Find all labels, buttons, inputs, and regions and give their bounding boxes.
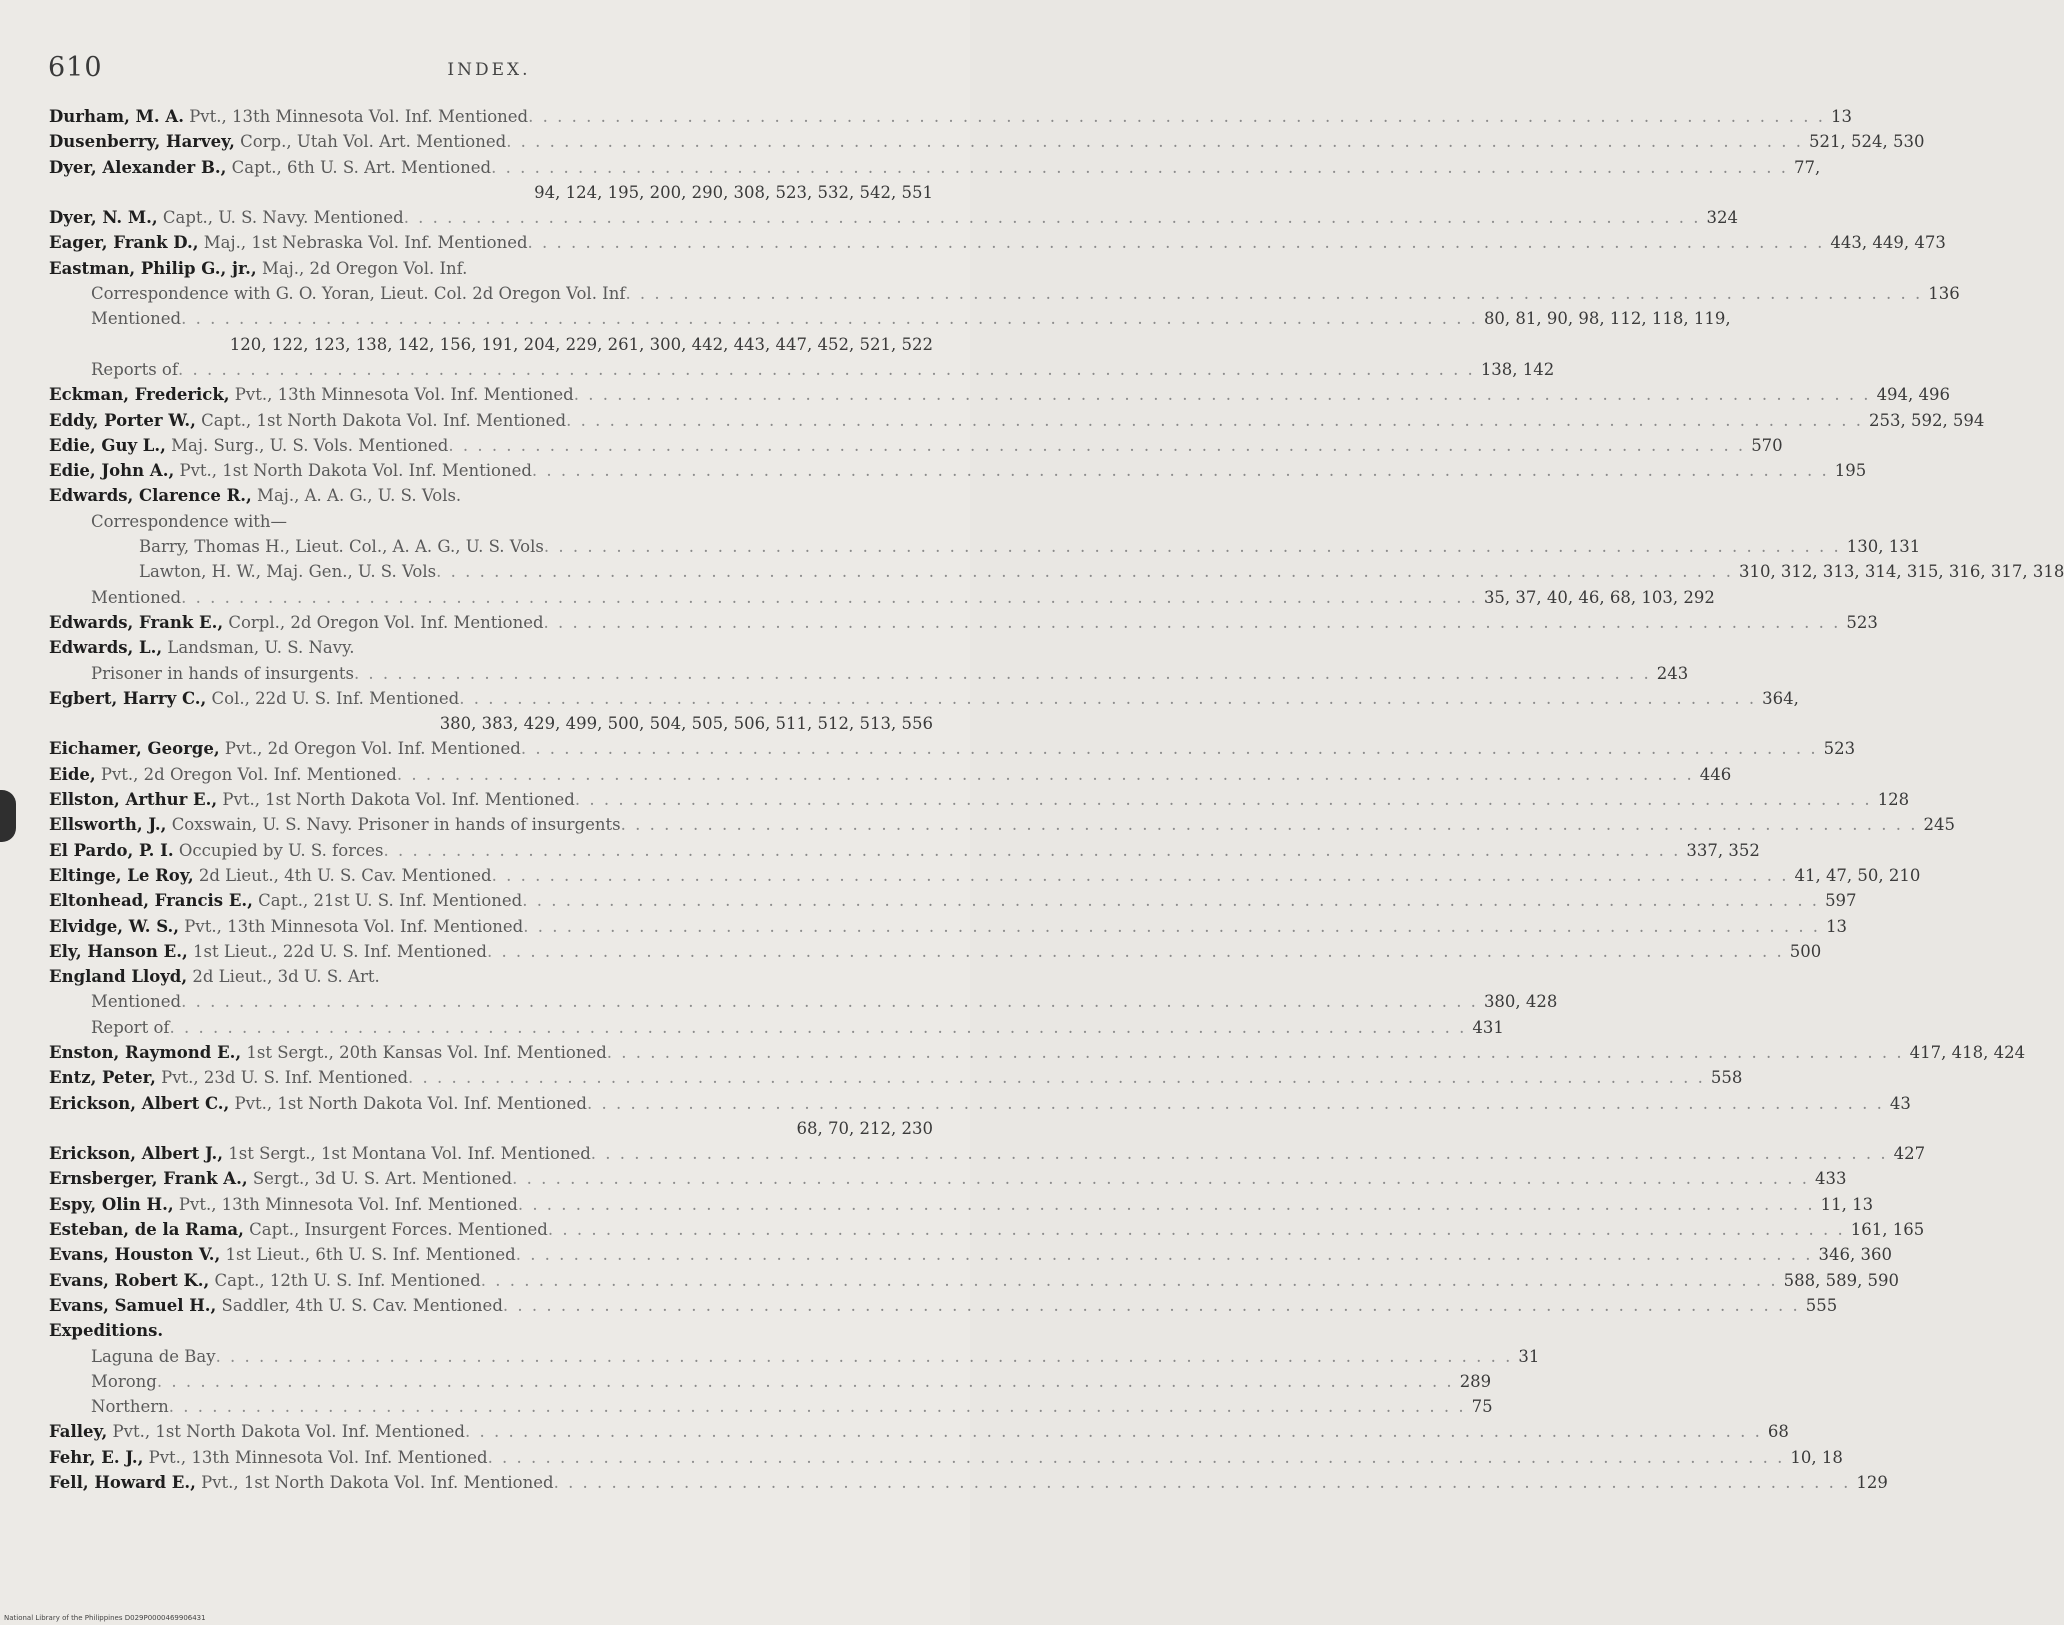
page-references: 346, 360 (1818, 1245, 1893, 1265)
entry-text (91, 1394, 169, 1419)
entry-name: Dyer, Alexander B., (49, 157, 227, 177)
entry-text (49, 408, 566, 433)
page-references: 13 (1826, 916, 1848, 936)
page-references: 10, 18 (1790, 1447, 1843, 1467)
index-entry (49, 155, 1821, 180)
entry-description: Maj. Surg., U. S. Vols. Mentioned (171, 435, 449, 455)
subentry-label: Morong (91, 1371, 157, 1391)
entry-text (49, 635, 354, 660)
entry-description: Capt., Insurgent Forces. Mentioned (249, 1220, 548, 1240)
index-entry-continuation (49, 332, 933, 357)
subentry-label: Mentioned (91, 309, 182, 329)
index-entry (49, 1217, 1925, 1242)
dot-leader: . . . . . . . . . . . . . . . . . . . . . . . . . . . . . . . . . . . . . . . . . . . . . . . . . . . . . . . . . . . . . . . . . . . . . . . . . . . . . . . . . . . . . . . . . . (531, 461, 1829, 481)
entry-name: Entz, Peter, (49, 1068, 156, 1088)
index-entry (49, 635, 933, 660)
page-references: 253, 592, 594 (1868, 410, 1985, 430)
entry-name: Eastman, Philip G., jr., (49, 258, 257, 278)
dot-leader: . . . . . . . . . . . . . . . . . . . . . . . . . . . . . . . . . . . . . . . . . . . . . . . . . . . . . . . . . . . . . . . . . . . . . . . . . . . . . . . . . . . . . . . . . . (465, 1422, 1762, 1442)
dot-leader: . . . . . . . . . . . . . . . . . . . . . . . . . . . . . . . . . . . . . . . . . . . . . . . . . . . . . . . . . . . . . . . . . . . . . . . . . . . . . . . . . . . . . . . . . . (547, 1220, 1845, 1240)
index-entry (49, 230, 1946, 255)
entry-description: Capt., 12th U. S. Inf. Mentioned (214, 1270, 481, 1290)
entry-description: 2d Lieut., 3d U. S. Art. (192, 967, 380, 987)
entry-text (49, 787, 575, 812)
index-entry (49, 838, 1760, 863)
dot-leader: . . . . . . . . . . . . . . . . . . . . . . . . . . . . . . . . . . . . . . . . . . . . . . . . . . . . . . . . . . . . . . . . . . . . . . . . . . . . . . . . . . . . . . . . . . (480, 1270, 1778, 1290)
page-references: 494, 496 (1876, 385, 1951, 405)
index-subentry (49, 585, 1715, 610)
index-entry (49, 1268, 1900, 1293)
entry-name: Dyer, N. M., (49, 208, 158, 228)
page-references: 523 (1846, 612, 1878, 632)
entry-name: Eager, Frank D., (49, 233, 199, 253)
entry-name: Ellsworth, J., (49, 815, 167, 835)
dot-leader: . . . . . . . . . . . . . . . . . . . . . . . . . . . . . . . . . . . . . . . . . . . . . . . . . . . . . . . . . . . . . . . . . . . . . . . . . . . . . . . . . . . . . . . . . . (543, 537, 1841, 557)
entry-description: 2d Lieut., 4th U. S. Cav. Mentioned (198, 865, 492, 885)
dot-leader: . . . . . . . . . . . . . . . . . . . . . . . . . . . . . . . . . . . . . . . . . . . . . . . . . . . . . . . . . . . . . . . . . . . . . . . . . . . . . . . . . . . . . . . . . . (491, 157, 1788, 177)
entry-text (49, 736, 521, 761)
entry-text (91, 357, 178, 382)
subentry-label: Prisoner in hands of insurgents (91, 663, 354, 683)
entry-text (49, 964, 380, 989)
subentry-label: Barry, Thomas H., Lieut. Col., A. A. G., U. S. Vols (139, 537, 544, 557)
index-entry (49, 736, 1856, 761)
entry-text (49, 686, 459, 711)
page-references: 427 (1893, 1144, 1926, 1164)
entry-description: Pvt., 23d U. S. Inf. Mentioned (161, 1068, 409, 1088)
dot-leader: . . . . . . . . . . . . . . . . . . . . . . . . . . . . . . . . . . . . . . . . . . . . . . . . . . . . . . . . . . . . . . . . . . . . . . . . . . . . . . . . . . . . . . . . . . (448, 435, 1746, 455)
entry-description: Maj., A. A. G., U. S. Vols. (257, 486, 462, 506)
index-subentry (49, 509, 933, 534)
page-number: 610 (48, 52, 103, 83)
dot-leader: . . . . . . . . . . . . . . . . . . . . . . . . . . . . . . . . . . . . . . . . . . . . . . . . . . . . . . . . . . . . . . . . . . . . . . . . . . . . . . . . . . . . . . . . . . (491, 865, 1789, 885)
dot-leader: . . . . . . . . . . . . . . . . . . . . . . . . . . . . . . . . . . . . . . . . . . . . . . . . . . . . . . . . . . . . . . . . . . . . . . . . . . . . . . . . . . . . . . . . . . (459, 688, 1757, 708)
entry-description: Capt., U. S. Navy. Mentioned (162, 208, 404, 228)
entry-description: Col., 22d U. S. Inf. Mentioned (211, 688, 460, 708)
index-entry (49, 1166, 1847, 1191)
entry-description: Capt., 1st North Dakota Vol. Inf. Mentioned (201, 410, 567, 430)
entry-name: Eide, (49, 764, 96, 784)
entry-text (139, 534, 544, 559)
entry-name: Expeditions. (49, 1321, 164, 1341)
entry-text (49, 1318, 163, 1343)
page-references: 161, 165 (1850, 1220, 1925, 1240)
dot-leader: . . . . . . . . . . . . . . . . . . . . . . . . . . . . . . . . . . . . . . . . . . . . . . . . . . . . . . . . . . . . . . . . . . . . . . . . . . . . . . . . . . . . . . . . . . (396, 764, 1694, 784)
page-references: 597 (1825, 891, 1857, 911)
page-references: 13 (1830, 107, 1852, 126)
dot-leader: . . . . . . . . . . . . . . . . . . . . . . . . . . . . . . . . . . . . . . . . . . . . . . . . . . . . . . . . . . . . . . . . . . . . . . . . . . . . . . . . . . . . . . . . . . (517, 1194, 1815, 1214)
index-entry (49, 104, 1852, 129)
page-references: 43 (1889, 1093, 1911, 1113)
page-references: 570 (1751, 435, 1783, 455)
subentry-label: Mentioned (91, 587, 182, 607)
entry-description: Sergt., 3d U. S. Art. Mentioned (252, 1169, 513, 1189)
entry-text (49, 1040, 607, 1065)
dot-leader: . . . . . . . . . . . . . . . . . . . . . . . . . . . . . . . . . . . . . . . . . . . . . . . . . . . . . . . . . . . . . . . . . . . . . . . . . . . . . . . . . . . . . . . . . . (606, 1042, 1904, 1062)
entry-text (49, 1419, 465, 1444)
index-subentry (49, 1369, 1492, 1394)
entry-name: Eltonhead, Francis E., (49, 891, 253, 911)
entry-text (49, 762, 397, 787)
page-references: 446 (1699, 764, 1732, 784)
entry-name: Egbert, Harry C., (49, 688, 207, 708)
entry-text (49, 939, 487, 964)
index-subentry (49, 559, 2064, 584)
page-references: 380, 428 (1483, 992, 1558, 1012)
page-references: 289 (1459, 1371, 1492, 1391)
entry-description: Saddler, 4th U. S. Cav. Mentioned (221, 1295, 503, 1315)
entry-name: Evans, Samuel H., (49, 1295, 217, 1315)
entry-text (49, 433, 448, 458)
index-subentry (49, 281, 1960, 306)
entry-text (49, 914, 523, 939)
subentry-label: Report of (91, 1017, 170, 1037)
entry-text (49, 458, 532, 483)
index-entry (49, 1445, 1843, 1470)
entry-text (91, 509, 287, 534)
entry-name: Fehr, E. J., (49, 1447, 144, 1467)
entry-description: 1st Sergt., 1st Montana Vol. Inf. Mentioned (228, 1144, 591, 1164)
entry-text (91, 1344, 216, 1369)
entry-name: Eddy, Porter W., (49, 410, 196, 430)
index-entry (49, 1419, 1789, 1444)
page-references: 521, 524, 530 (1809, 132, 1925, 152)
dot-leader: . . . . . . . . . . . . . . . . . . . . . . . . . . . . . . . . . . . . . . . . . . . . . . . . . . . . . . . . . . . . . . . . . . . . . . . . . . . . . . . . . . . . . . . . . . (177, 359, 1475, 379)
entry-text (49, 1268, 481, 1293)
entry-text (49, 483, 461, 508)
page-references: 75 (1471, 1397, 1493, 1417)
index-entry (49, 686, 1799, 711)
entry-text (139, 559, 436, 584)
dot-leader: . . . . . . . . . . . . . . . . . . . . . . . . . . . . . . . . . . . . . . . . . . . . . . . . . . . . . . . . . . . . . . . . . . . . . . . . . . . . . . . . . . . . . . . . . . (168, 1397, 1466, 1417)
entry-text (49, 888, 522, 913)
dot-leader: . . . . . . . . . . . . . . . . . . . . . . . . . . . . . . . . . . . . . . . . . . . . . . . . . . . . . . . . . . . . . . . . . . . . . . . . . . . . . . . . . . . . . . . . . . (487, 1447, 1785, 1467)
index-entry (49, 1318, 933, 1343)
index-entry (49, 433, 1783, 458)
entry-name: Evans, Robert K., (49, 1270, 210, 1290)
dot-leader: . . . . . . . . . . . . . . . . . . . . . . . . . . . . . . . . . . . . . . . . . . . . . . . . . . . . . . . . . . . . . . . . . . . . . . . . . . . . . . . . . . . . . . . . . . (215, 1346, 1513, 1366)
entry-text (49, 1445, 488, 1470)
index-entry-continuation (49, 1116, 933, 1141)
entry-name: Enston, Raymond E., (49, 1042, 242, 1062)
entry-text (49, 256, 467, 281)
entry-text (49, 1166, 512, 1191)
entry-name: Ernsberger, Frank A., (49, 1169, 248, 1189)
dot-leader: . . . . . . . . . . . . . . . . . . . . . . . . . . . . . . . . . . . . . . . . . . . . . . . . . . . . . . . . . . . . . . . . . . . . . . . . . . . . . . . . . . . . . . . . . . (403, 208, 1701, 228)
entry-description: Pvt., 1st North Dakota Vol. Inf. Mentioned (112, 1422, 465, 1442)
index-subentry (49, 661, 1689, 686)
dot-leader: . . . . . . . . . . . . . . . . . . . . . . . . . . . . . . . . . . . . . . . . . . . . . . . . . . . . . . . . . . . . . . . . . . . . . . . . . . . . . . . . . . . . . . . . . . (527, 233, 1825, 253)
dot-leader: . . . . . . . . . . . . . . . . . . . . . . . . . . . . . . . . . . . . . . . . . . . . . . . . . . . . . . . . . . . . . . . . . . . . . . . . . . . . . . . . . . . . . . . . . . (486, 941, 1784, 961)
dot-leader: . . . . . . . . . . . . . . . . . . . . . . . . . . . . . . . . . . . . . . . . . . . . . . . . . . . . . . . . . . . . . . . . . . . . . . . . . . . . . . . . . . . . . . . . . . (502, 1295, 1800, 1315)
dot-leader: . . . . . . . . . . . . . . . . . . . . . . . . . . . . . . . . . . . . . . . . . . . . . . . . . . . . . . . . . . . . . . . . . . . . . . . . . . . . . . . . . . . . . . . . . . (587, 1093, 1884, 1113)
entry-text (49, 1293, 503, 1318)
entry-description: Capt., 6th U. S. Art. Mentioned (231, 157, 492, 177)
index-entry (49, 1242, 1893, 1267)
dot-leader: . . . . . . . . . . . . . . . . . . . . . . . . . . . . . . . . . . . . . . . . . . . . . . . . . . . . . . . . . . . . . . . . . . . . . . . . . . . . . . . . . . . . . . . . . . (543, 612, 1841, 632)
page-references: 243 (1656, 663, 1689, 683)
entry-description: Landsman, U. S. Navy. (167, 638, 355, 658)
index-subentry (49, 534, 1921, 559)
subentry-label: Reports of (91, 359, 178, 379)
entry-name: Erickson, Albert J., (49, 1144, 223, 1164)
entry-text (91, 585, 181, 610)
dot-leader: . . . . . . . . . . . . . . . . . . . . . . . . . . . . . . . . . . . . . . . . . . . . . . . . . . . . . . . . . . . . . . . . . . . . . . . . . . . . . . . . . . . . . . . . . . (625, 284, 1923, 304)
entry-name: Eckman, Frederick, (49, 385, 230, 405)
index-entry (49, 1192, 1874, 1217)
entry-description: Pvt., 13th Minnesota Vol. Inf. Mentioned (178, 1194, 518, 1214)
entry-name: Dusenberry, Harvey, (49, 132, 235, 152)
dot-leader: . . . . . . . . . . . . . . . . . . . . . . . . . . . . . . . . . . . . . . . . . . . . . . . . . . . . . . . . . . . . . . . . . . . . . . . . . . . . . . . . . . . . . . . . . . (574, 790, 1872, 810)
index-entry (49, 964, 933, 989)
index-entry (49, 1040, 2026, 1065)
entry-description: Occupied by U. S. forces (178, 840, 384, 860)
index-subentry (49, 1015, 1504, 1040)
dot-leader: . . . . . . . . . . . . . . . . . . . . . . . . . . . . . . . . . . . . . . . . . . . . . . . . . . . . . . . . . . . . . . . . . . . . . . . . . . . . . . . . . . . . . . . . . . (573, 385, 1871, 405)
dot-leader: . . . . . . . . . . . . . . . . . . . . . . . . . . . . . . . . . . . . . . . . . . . . . . . . . . . . . . . . . . . . . . . . . . . . . . . . . . . . . . . . . . . . . . . . . . (520, 739, 1818, 759)
entry-text (91, 989, 181, 1014)
entry-name: Ellston, Arthur E., (49, 790, 218, 810)
index-entry (49, 256, 933, 281)
dot-leader: . . . . . . . . . . . . . . . . . . . . . . . . . . . . . . . . . . . . . . . . . . . . . . . . . . . . . . . . . . . . . . . . . . . . . . . . . . . . . . . . . . . . . . . . . . (522, 891, 1820, 911)
entry-text (91, 1015, 170, 1040)
page-references: 337, 352 (1686, 840, 1760, 860)
page-references: 588, 589, 590 (1783, 1270, 1900, 1290)
entry-name: Edie, John A., (49, 461, 175, 481)
index-subentry (49, 989, 1558, 1014)
index-entry (49, 1470, 1888, 1495)
index-entry (49, 1065, 1743, 1090)
entry-description: Pvt., 2d Oregon Vol. Inf. Mentioned (100, 764, 397, 784)
entry-description: Corp., Utah Vol. Art. Mentioned (240, 132, 507, 152)
index-entry (49, 939, 1822, 964)
entry-description: Pvt., 2d Oregon Vol. Inf. Mentioned (224, 739, 521, 759)
subentry-label: Correspondence with G. O. Yoran, Lieut. Col. 2d Oregon Vol. Inf (91, 284, 626, 304)
dot-leader: . . . . . . . . . . . . . . . . . . . . . . . . . . . . . . . . . . . . . . . . . . . . . . . . . . . . . . . . . . . . . . . . . . . . . . . . . . . . . . . . . . . . . . . . . . (515, 1245, 1813, 1265)
scan-thumb-artifact (0, 790, 16, 842)
entry-name: Edwards, L., (49, 638, 163, 658)
index-entry-continuation (49, 180, 933, 205)
subentry-label: Northern (91, 1397, 169, 1417)
page-references: 558 (1710, 1068, 1743, 1088)
entry-name: Erickson, Albert C., (49, 1093, 230, 1113)
index-entry (49, 458, 1867, 483)
entry-name: England Lloyd, (49, 967, 188, 987)
entry-text (49, 610, 544, 635)
entry-name: Ely, Hanson E., (49, 941, 188, 961)
entry-text (49, 1242, 516, 1267)
entry-description: Pvt., 13th Minnesota Vol. Inf. Mentioned (148, 1447, 488, 1467)
entry-text (91, 1369, 157, 1394)
entry-text (49, 129, 506, 154)
page-references: 136 (1928, 284, 1960, 304)
page-references: 11, 13 (1820, 1194, 1874, 1214)
index-subentry (49, 1394, 1493, 1419)
dot-leader: . . . . . . . . . . . . . . . . . . . . . . . . . . . . . . . . . . . . . . . . . . . . . . . . . . . . . . . . . . . . . . . . . . . . . . . . . . . . . . . . . . . . . . . . . . (181, 992, 1478, 1012)
page-references: 80, 81, 90, 98, 112, 118, 119, (1483, 309, 1731, 329)
index-entries (49, 104, 2064, 1495)
page-references: 431 (1472, 1017, 1504, 1037)
entry-name: Fell, Howard E., (49, 1473, 196, 1493)
entry-text (49, 1065, 408, 1090)
dot-leader: . . . . . . . . . . . . . . . . . . . . . . . . . . . . . . . . . . . . . . . . . . . . . . . . . . . . . . . . . . . . . . . . . . . . . . . . . . . . . . . . . . . . . . . . . . (408, 1068, 1705, 1088)
dot-leader: . . . . . . . . . . . . . . . . . . . . . . . . . . . . . . . . . . . . . . . . . . . . . . . . . . . . . . . . . . . . . . . . . . . . . . . . . . . . . . . . . . . . . . . . . . (181, 587, 1478, 607)
subentry-label: Mentioned (91, 992, 182, 1012)
index-subentry (49, 306, 1731, 331)
entry-text (91, 281, 625, 306)
entry-name: Esteban, de la Rama, (49, 1220, 244, 1240)
page-references: 364, (1762, 688, 1799, 708)
index-entry (49, 863, 1921, 888)
page-references: 245 (1923, 815, 1955, 835)
page-references: 195 (1834, 461, 1867, 481)
subentry-label: Lawton, H. W., Maj. Gen., U. S. Vols (139, 562, 437, 582)
entry-text (49, 205, 404, 230)
dot-leader: . . . . . . . . . . . . . . . . . . . . . . . . . . . . . . . . . . . . . . . . . . . . . . . . . . . . . . . . . . . . . . . . . . . . . . . . . . . . . . . . . . . . . . . . . . (156, 1371, 1454, 1391)
page-references: 324 (1706, 208, 1739, 228)
page-references: 433 (1814, 1169, 1847, 1189)
entry-name: Evans, Houston V., (49, 1245, 221, 1265)
continued-page-numbers: 68, 70, 212, 230 (796, 1118, 933, 1138)
entry-text (91, 306, 181, 331)
page-title: INDEX. (447, 60, 531, 80)
entry-description: Maj., 1st Nebraska Vol. Inf. Mentioned (203, 233, 528, 253)
dot-leader: . . . . . . . . . . . . . . . . . . . . . . . . . . . . . . . . . . . . . . . . . . . . . . . . . . . . . . . . . . . . . . . . . . . . . . . . . . . . . . . . . . . . . . . . . . (436, 562, 1733, 582)
continued-page-numbers: 94, 124, 195, 200, 290, 308, 523, 532, 542, 551 (534, 182, 933, 202)
entry-text (49, 1470, 554, 1495)
index-entry (49, 812, 1955, 837)
page-references: 500 (1789, 941, 1822, 961)
entry-description: Pvt., 1st North Dakota Vol. Inf. Mentioned (222, 790, 575, 810)
page-references: 417, 418, 424 (1909, 1042, 2026, 1062)
entry-description: 1st Lieut., 22d U. S. Inf. Mentioned (192, 941, 487, 961)
dot-leader: . . . . . . . . . . . . . . . . . . . . . . . . . . . . . . . . . . . . . . . . . . . . . . . . . . . . . . . . . . . . . . . . . . . . . . . . . . . . . . . . . . . . . . . . . . (506, 132, 1804, 152)
index-entry (49, 1293, 1838, 1318)
index-subentry (49, 1344, 1540, 1369)
page-references: 555 (1805, 1295, 1838, 1315)
entry-text (49, 1091, 587, 1116)
subentry-label: Laguna de Bay (91, 1346, 216, 1366)
index-entry (49, 914, 1848, 939)
entry-description: Corpl., 2d Oregon Vol. Inf. Mentioned (228, 612, 544, 632)
index-entry (49, 483, 933, 508)
page-references: 35, 37, 40, 46, 68, 103, 292 (1483, 587, 1715, 607)
entry-description: 1st Sergt., 20th Kansas Vol. Inf. Mentioned (246, 1042, 607, 1062)
dot-leader: . . . . . . . . . . . . . . . . . . . . . . . . . . . . . . . . . . . . . . . . . . . . . . . . . . . . . . . . . . . . . . . . . . . . . . . . . . . . . . . . . . . . . . . . . . (528, 107, 1825, 126)
dot-leader: . . . . . . . . . . . . . . . . . . . . . . . . . . . . . . . . . . . . . . . . . . . . . . . . . . . . . . . . . . . . . . . . . . . . . . . . . . . . . . . . . . . . . . . . . . (590, 1144, 1888, 1164)
dot-leader: . . . . . . . . . . . . . . . . . . . . . . . . . . . . . . . . . . . . . . . . . . . . . . . . . . . . . . . . . . . . . . . . . . . . . . . . . . . . . . . . . . . . . . . . . . (169, 1017, 1467, 1037)
index-entry (49, 129, 1925, 154)
entry-text (49, 863, 492, 888)
entry-name: Durham, M. A. (49, 107, 184, 126)
page-references: 77, (1793, 157, 1821, 177)
page-references: 41, 47, 50, 210 (1794, 865, 1921, 885)
page-references: 129 (1856, 1473, 1888, 1493)
subentry-label: Correspondence with— (91, 511, 288, 531)
page-references: 523 (1823, 739, 1856, 759)
entry-text (49, 1141, 591, 1166)
entry-name: Espy, Olin H., (49, 1194, 174, 1214)
entry-description: Pvt., 1st North Dakota Vol. Inf. Mentioned (201, 1473, 554, 1493)
dot-leader: . . . . . . . . . . . . . . . . . . . . . . . . . . . . . . . . . . . . . . . . . . . . . . . . . . . . . . . . . . . . . . . . . . . . . . . . . . . . . . . . . . . . . . . . . . (181, 309, 1478, 329)
index-entry (49, 787, 1910, 812)
index-entry (49, 610, 1878, 635)
entry-description: Pvt., 13th Minnesota Vol. Inf. Mentioned (184, 916, 524, 936)
entry-description: Maj., 2d Oregon Vol. Inf. (261, 258, 468, 278)
entry-description: Coxswain, U. S. Navy. Prisoner in hands of insurgents (171, 815, 621, 835)
index-entry (49, 382, 1951, 407)
index-entry (49, 1141, 1926, 1166)
entry-text (49, 1217, 548, 1242)
entry-text (49, 382, 574, 407)
dot-leader: . . . . . . . . . . . . . . . . . . . . . . . . . . . . . . . . . . . . . . . . . . . . . . . . . . . . . . . . . . . . . . . . . . . . . . . . . . . . . . . . . . . . . . . . . . (523, 916, 1821, 936)
entry-description: 1st Lieut., 6th U. S. Inf. Mentioned (225, 1245, 516, 1265)
page-references: 68 (1767, 1422, 1789, 1442)
entry-description: Pvt., 13th Minnesota Vol. Inf. Mentioned (234, 385, 574, 405)
entry-description: Pvt., 1st North Dakota Vol. Inf. Mentioned (234, 1093, 587, 1113)
entry-description: Pvt., 1st North Dakota Vol. Inf. Mentioned (179, 461, 532, 481)
entry-name: Eichamer, George, (49, 739, 220, 759)
dot-leader: . . . . . . . . . . . . . . . . . . . . . . . . . . . . . . . . . . . . . . . . . . . . . . . . . . . . . . . . . . . . . . . . . . . . . . . . . . . . . . . . . . . . . . . . . . (553, 1473, 1851, 1493)
index-entry (49, 408, 1985, 433)
index-entry (49, 1091, 1911, 1116)
page-references: 130, 131 (1846, 537, 1921, 557)
index-entry (49, 888, 1857, 913)
dot-leader: . . . . . . . . . . . . . . . . . . . . . . . . . . . . . . . . . . . . . . . . . . . . . . . . . . . . . . . . . . . . . . . . . . . . . . . . . . . . . . . . . . . . . . . . . . (620, 815, 1918, 835)
entry-name: Edie, Guy L., (49, 435, 166, 455)
entry-name: Elvidge, W. S., (49, 916, 180, 936)
entry-text (49, 155, 491, 180)
entry-text (49, 838, 384, 863)
continued-page-numbers: 380, 383, 429, 499, 500, 504, 505, 506, 511, 512, 513, 556 (439, 714, 933, 734)
page-references: 443, 449, 473 (1830, 233, 1946, 253)
entry-text (49, 1192, 518, 1217)
page-references: 138, 142 (1480, 359, 1555, 379)
entry-name: Eltinge, Le Roy, (49, 865, 194, 885)
dot-leader: . . . . . . . . . . . . . . . . . . . . . . . . . . . . . . . . . . . . . . . . . . . . . . . . . . . . . . . . . . . . . . . . . . . . . . . . . . . . . . . . . . . . . . . . . . (353, 663, 1651, 683)
page-header (48, 52, 930, 86)
dot-leader: . . . . . . . . . . . . . . . . . . . . . . . . . . . . . . . . . . . . . . . . . . . . . . . . . . . . . . . . . . . . . . . . . . . . . . . . . . . . . . . . . . . . . . . . . . (383, 840, 1681, 860)
index-subentry (49, 357, 1555, 382)
page-references: 310, 312, 313, 314, 315, 316, 317, 318 (1738, 562, 2064, 582)
page-references: 31 (1518, 1346, 1540, 1366)
entry-name: Falley, (49, 1422, 108, 1442)
dot-leader: . . . . . . . . . . . . . . . . . . . . . . . . . . . . . . . . . . . . . . . . . . . . . . . . . . . . . . . . . . . . . . . . . . . . . . . . . . . . . . . . . . . . . . . . . . (566, 410, 1863, 430)
index-entry (49, 762, 1732, 787)
entry-name: Edwards, Clarence R., (49, 486, 252, 506)
entry-description: Pvt., 13th Minnesota Vol. Inf. Mentioned (189, 107, 529, 126)
scan-credit: National Library of the Philippines D029P0000469906431 (4, 1614, 206, 1622)
entry-text (49, 104, 528, 129)
index-entry (49, 205, 1739, 230)
entry-name: Edwards, Frank E., (49, 612, 224, 632)
entry-text (49, 812, 621, 837)
entry-text (91, 661, 354, 686)
continued-page-numbers: 120, 122, 123, 138, 142, 156, 191, 204, 229, 261, 300, 442, 443, 447, 452, 521, 522 (229, 334, 933, 354)
index-entry-continuation (49, 711, 933, 736)
entry-text (49, 230, 528, 255)
entry-name: El Pardo, P. I. (49, 840, 174, 860)
page-references: 128 (1877, 790, 1910, 810)
entry-description: Capt., 21st U. S. Inf. Mentioned (258, 891, 523, 911)
dot-leader: . . . . . . . . . . . . . . . . . . . . . . . . . . . . . . . . . . . . . . . . . . . . . . . . . . . . . . . . . . . . . . . . . . . . . . . . . . . . . . . . . . . . . . . . . . (512, 1169, 1809, 1189)
